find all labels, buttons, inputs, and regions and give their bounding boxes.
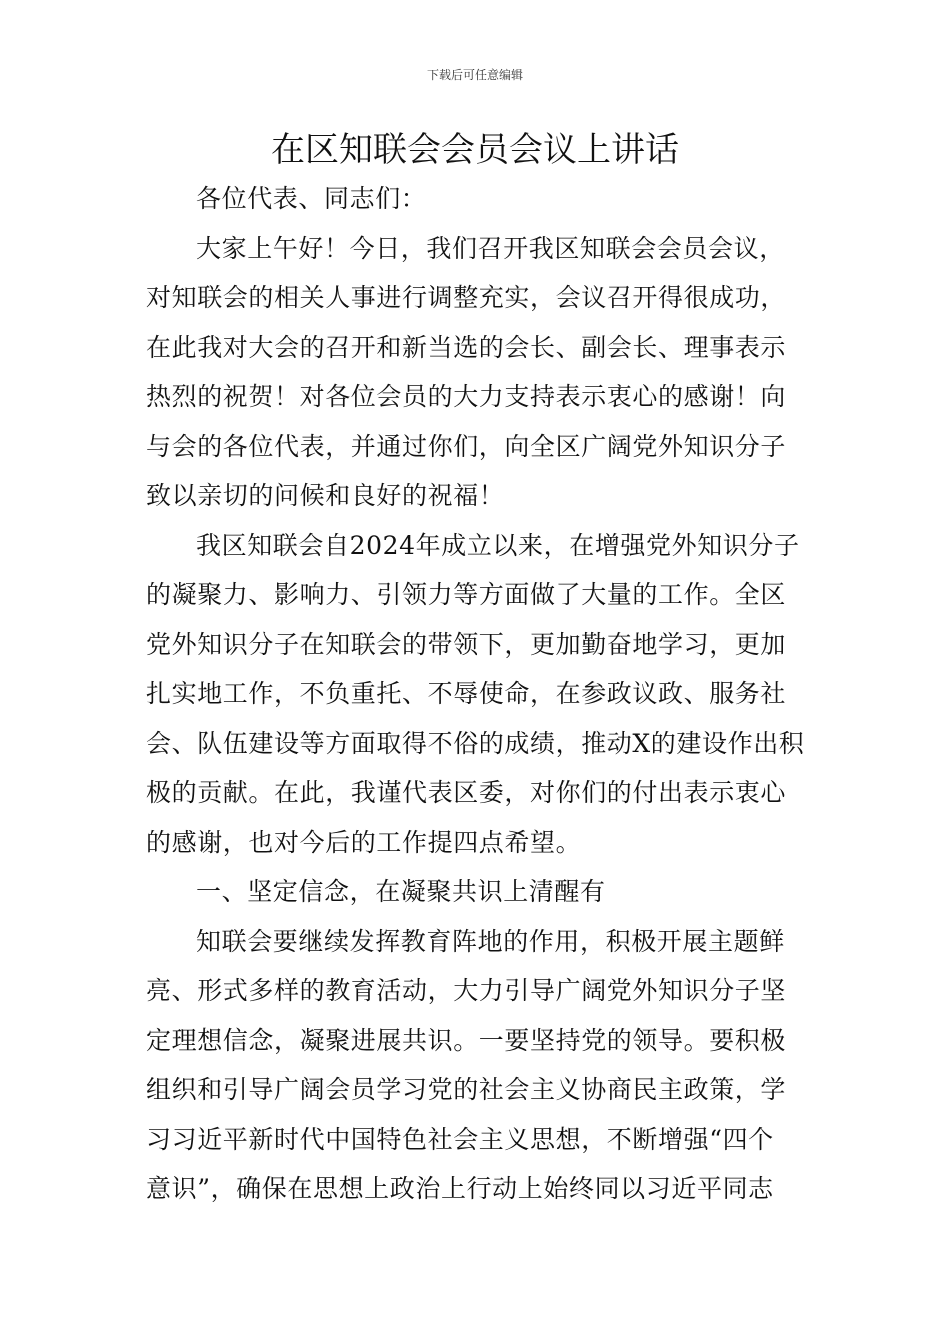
body-line: 亮、形式多样的教育活动，大力引导广阔党外知识分子坚 bbox=[146, 976, 787, 1005]
body-line: 的感谢，也对今后的工作提四点希望。 bbox=[146, 827, 582, 857]
body-line: 意识”，确保在思想上政治上行动上始终同以习近平同志 bbox=[146, 1174, 774, 1203]
body-line: 党外知识分子在知联会的带领下，更加勤奋地学习，更加 bbox=[146, 629, 787, 659]
body-line: 与会的各位代表，并通过你们，向全区广阔党外知识分子 bbox=[146, 431, 787, 461]
body-line: 组织和引导广阔会员学习党的社会主义协商民主政策，学 bbox=[146, 1075, 787, 1104]
document-body bbox=[146, 174, 808, 1214]
body-line: 习习近平新时代中国特色社会主义思想，不断增强“四个 bbox=[146, 1124, 774, 1154]
document-title: 在区知联会会员会议上讲话 bbox=[271, 130, 679, 170]
body-line: 对知联会的相关人事进行调整充实，会议召开得很成功， bbox=[146, 283, 787, 312]
body-line: 极的贡献。在此，我谨代表区委，对你们的付出表示衷心 bbox=[146, 778, 787, 807]
body-line: 知联会要继续发挥教育阵地的作用，积极开展主题鲜 bbox=[196, 926, 785, 956]
body-line: 扎实地工作，不负重托、不辱使命，在参政议政、服务社 bbox=[146, 679, 787, 708]
body-line: 热烈的祝贺！对各位会员的大力支持表示衷心的感谢！向 bbox=[146, 382, 787, 411]
body-line: 大家上午好！今日，我们召开我区知联会会员会议， bbox=[196, 233, 785, 263]
body-line: 在此我对大会的召开和新当选的会长、副会长、理事表示 bbox=[146, 332, 787, 362]
body-line: 各位代表、同志们： bbox=[196, 184, 427, 213]
body-line: 定理想信念，凝聚进展共识。一要坚持党的领导。要积极 bbox=[146, 1025, 787, 1055]
body-line: 一、坚定信念，在凝聚共识上清醒有 bbox=[196, 877, 606, 906]
body-line: 会、队伍建设等方面取得不俗的成绩，推动X的建设作出积 bbox=[146, 728, 805, 758]
body-line: 我区知联会自2024年成立以来，在增强党外知识分子 bbox=[196, 530, 800, 560]
body-line: 致以亲切的问候和良好的祝福！ bbox=[146, 481, 505, 510]
body-line: 的凝聚力、影响力、引领力等方面做了大量的工作。全区 bbox=[146, 580, 787, 609]
header-note: 下载后可任意编辑 bbox=[426, 68, 523, 82]
